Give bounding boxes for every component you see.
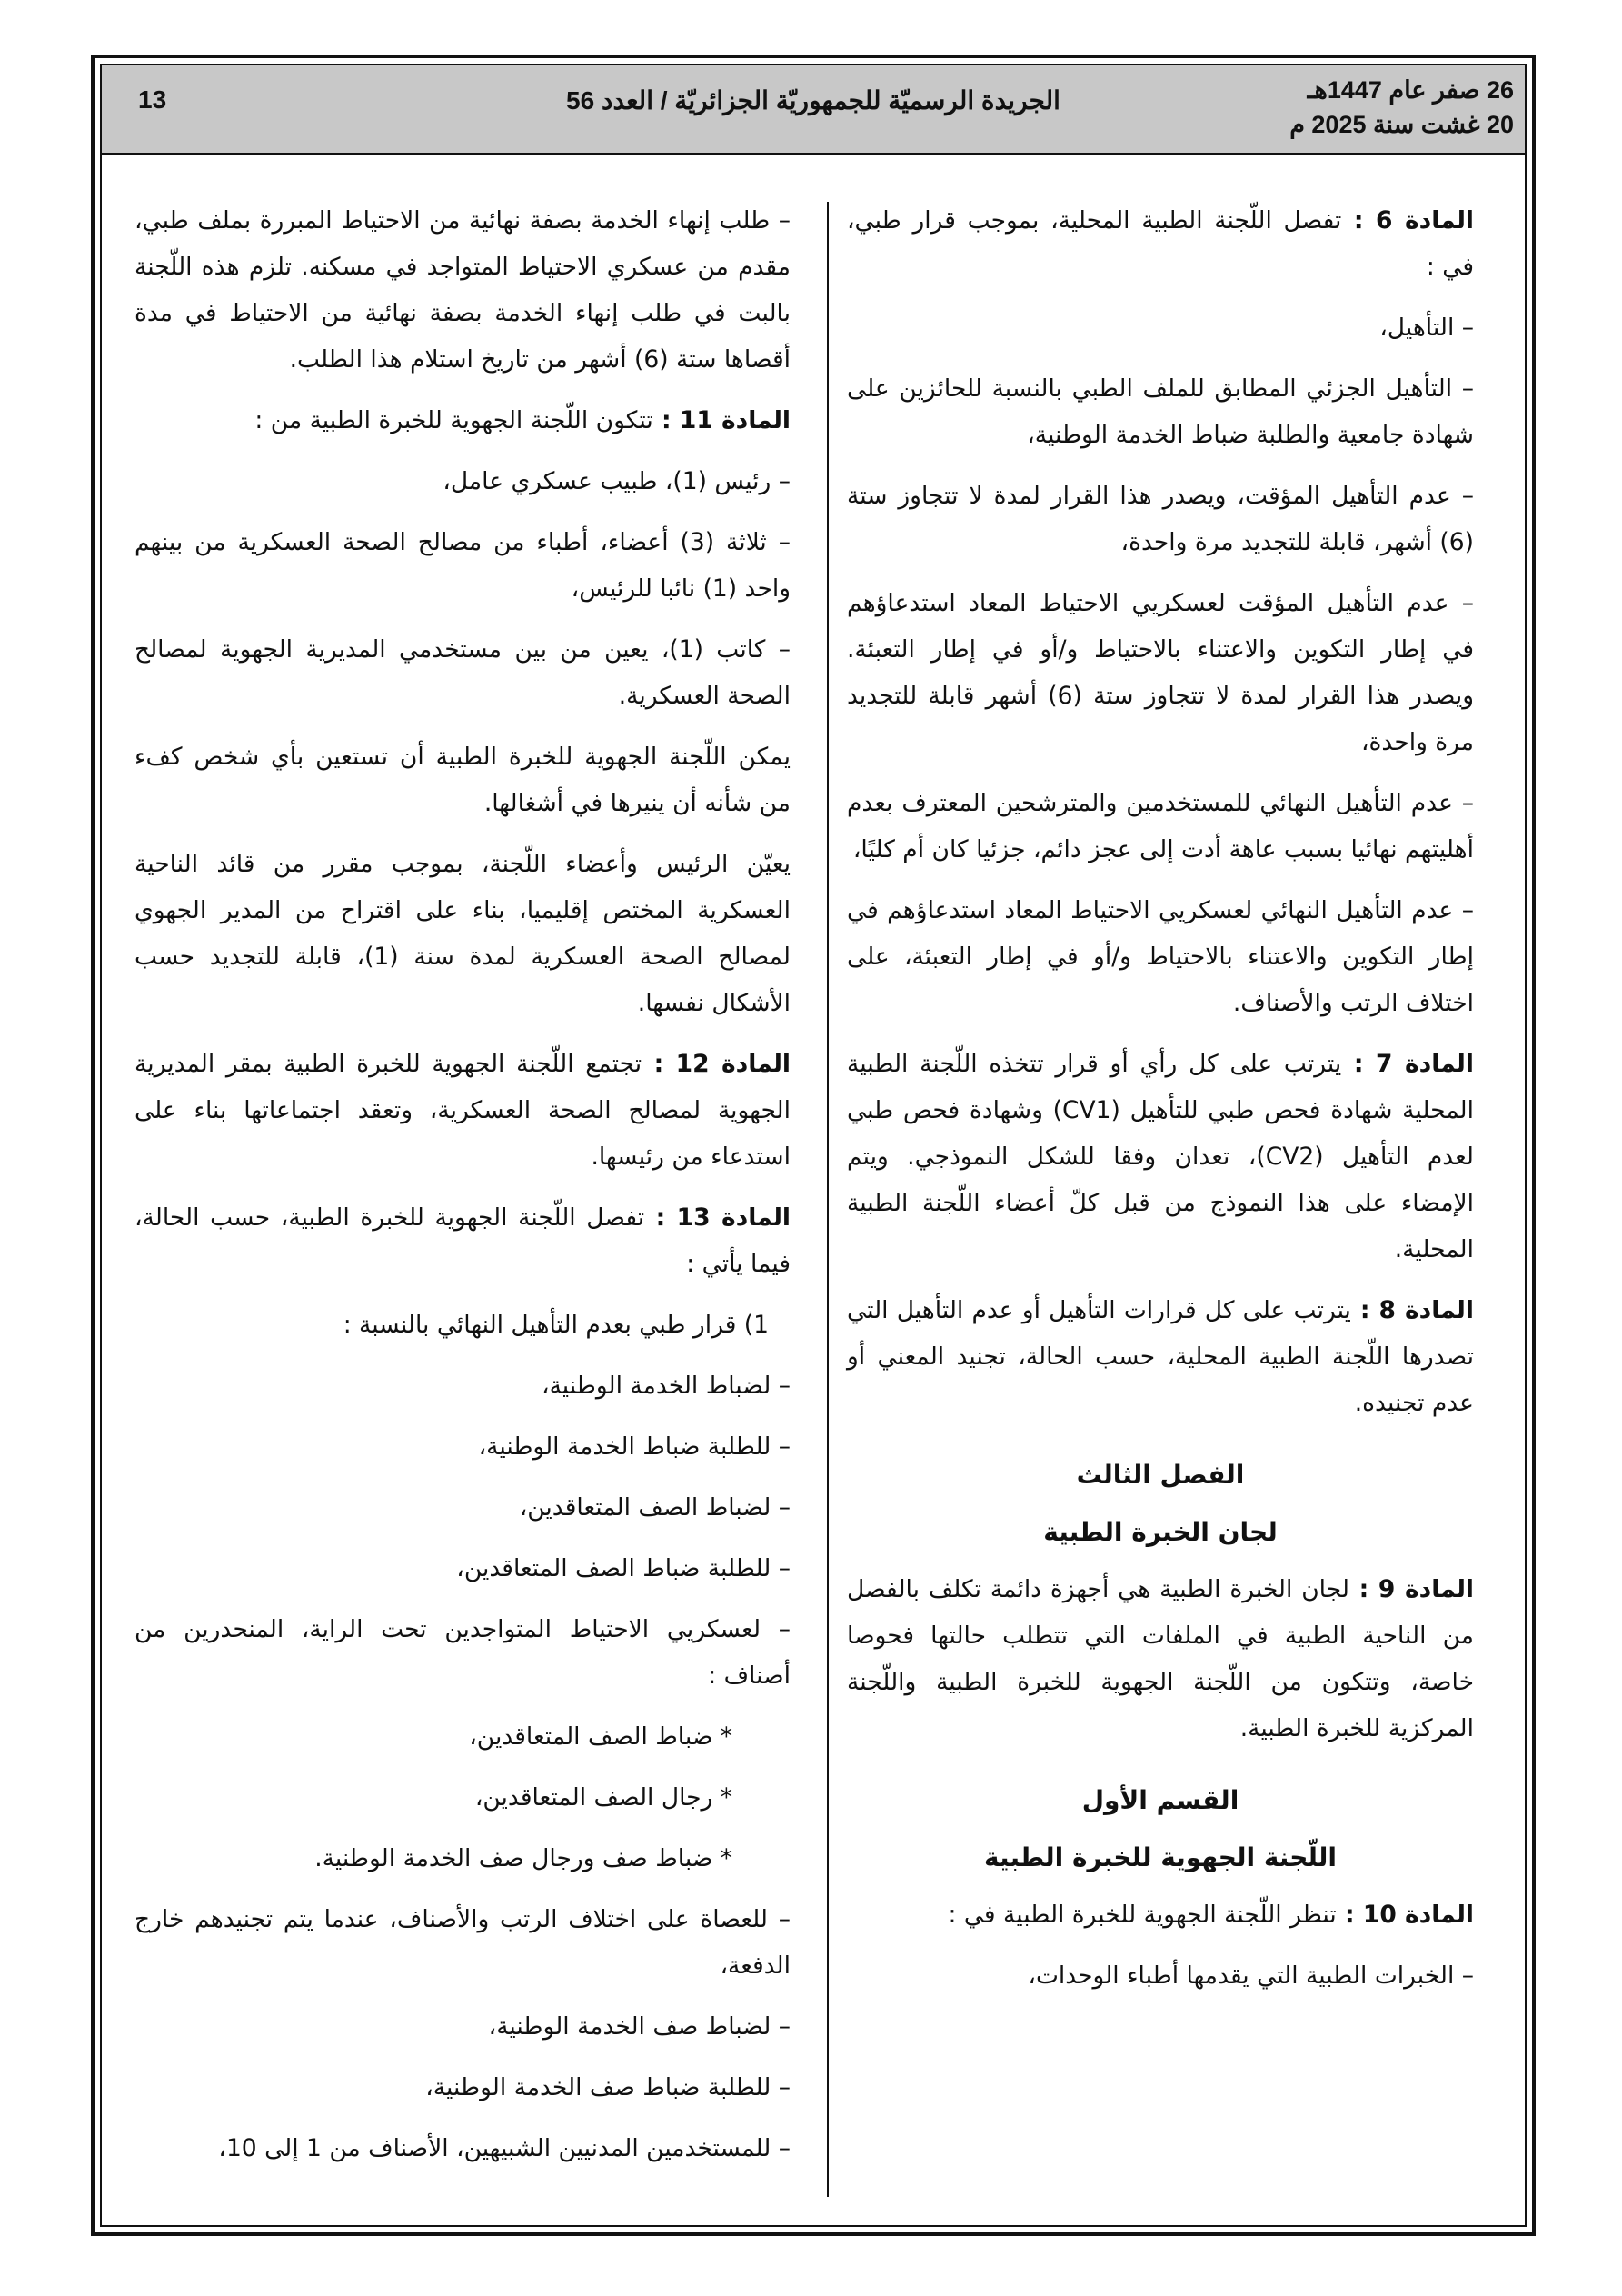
paragraph-text: يمكن اللّجنة الجهوية للخبرة الطبية أن تستعين بأي شخص كفء من شأنه أن ينيرها في أشغالها. <box>134 743 791 817</box>
paragraph <box>134 1835 791 1882</box>
column-divider <box>827 202 829 2197</box>
article-paragraph <box>134 1194 791 1287</box>
paragraph <box>134 519 791 612</box>
page-frame <box>91 55 1536 2236</box>
article-label: المادة 9 : <box>1348 1575 1474 1603</box>
right-column <box>847 197 1474 2013</box>
paragraph <box>134 1423 791 1470</box>
article-label: المادة 7 : <box>1341 1050 1474 1078</box>
paragraph-text: يترتب على كل رأي أو قرار تتخذه اللّجنة الطبية المحلية شهادة فحص طبي للتأهيل (CV1) وشهادة فحص طبي لعدم التأهيل (CV2)، تعدان وفقا للشكل النموذجي. ويتم الإمضاء على هذا النموذج من قبل كلّ أعضاء اللّجنة الطبية المحلية. <box>847 1050 1474 1263</box>
paragraph-text: – التأهيل الجزئي المطابق للملف الطبي بالنسبة للحائزين على شهادة جامعية والطلبة ضباط الخدمة الوطنية، <box>847 374 1474 449</box>
page-number: 13 <box>138 85 167 114</box>
paragraph-text: – عدم التأهيل المؤقت لعسكريي الاحتياط المعاد استدعاؤهم في إطار التكوين والاعتناء بالاحتياط و/أو في إطار التعبئة. ويصدر هذا القرار لمدة لا تتجاوز ستة (6) أشهر قابلة للتجديد مرة واحدة، <box>847 589 1474 756</box>
paragraph <box>847 473 1474 565</box>
paragraph-text: الفصل الثالث <box>1076 1460 1245 1490</box>
article-label: المادة 6 : <box>1341 206 1474 235</box>
gazette-title: الجريدة الرسميّة للجمهوريّة الجزائريّة / العدد 56 <box>566 86 1060 115</box>
paragraph-text: – لضباط الخدمة الوطنية، <box>542 1372 791 1400</box>
paragraph-text: – الخبرات الطبية التي يقدمها أطباء الوحدات، <box>1028 1962 1474 1990</box>
paragraph <box>134 626 791 719</box>
paragraph <box>847 780 1474 873</box>
article-label: المادة 13 : <box>644 1203 791 1232</box>
section-heading <box>847 1777 1474 1823</box>
paragraph <box>847 887 1474 1026</box>
paragraph <box>134 2125 791 2171</box>
paragraph <box>134 2064 791 2111</box>
paragraph <box>847 304 1474 351</box>
paragraph-text: يعيّن الرئيس وأعضاء اللّجنة، بموجب مقرر من قائد الناحية العسكرية المختص إقليميا، بناء على اقتراح من المدير الجهوي لمصالح الصحة العسكرية لمدة سنة (1)، قابلة للتجديد حسب الأشكال نفسها. <box>134 850 791 1017</box>
paragraph <box>134 1774 791 1821</box>
article-label: المادة 12 : <box>642 1050 791 1078</box>
paragraph-text: – لضباط الصف المتعاقدين، <box>519 1493 791 1522</box>
section-heading <box>847 1452 1474 1498</box>
paragraph-text: تفصل اللّجنة الجهوية للخبرة الطبية، حسب الحالة، فيما يأتي : <box>134 1203 791 1278</box>
paragraph <box>847 365 1474 458</box>
paragraph-text: – عدم التأهيل النهائي للمستخدمين والمترشحين المعترف بعدم أهليتهم نهائيا بسبب عاهة أدت إلى عجز دائم، جزئيا كان أم كليًا، <box>847 789 1474 863</box>
gazette-header <box>102 65 1525 155</box>
paragraph <box>134 2003 791 2050</box>
paragraph-text: * رجال الصف المتعاقدين، <box>474 1783 732 1812</box>
article-label: المادة 11 : <box>652 406 791 434</box>
paragraph <box>134 1896 791 1989</box>
paragraph <box>134 1302 791 1348</box>
article-label: المادة 8 : <box>1350 1296 1474 1324</box>
article-paragraph <box>847 1041 1474 1273</box>
paragraph-text: – طلب إنهاء الخدمة بصفة نهائية من الاحتياط المبررة بملف طبي، مقدم من عسكري الاحتياط المتواجد في مسكنه. تلزم هذه اللّجنة بالبت في طلب إنهاء الخدمة بصفة نهائية من الاحتياط في مدة أقصاها ستة (6) أشهر من تاريخ استلام هذا الطلب. <box>134 206 791 374</box>
paragraph-text: – لضباط صف الخدمة الوطنية، <box>488 2012 791 2041</box>
paragraph-text: – عدم التأهيل النهائي لعسكريي الاحتياط المعاد استدعاؤهم في إطار التكوين والاعتناء بالاحتياط و/أو في إطار التعبئة، على اختلاف الرتب والأصناف. <box>847 896 1474 1017</box>
paragraph <box>134 197 791 383</box>
article-paragraph <box>847 1892 1474 1938</box>
paragraph-text: * ضباط صف ورجال صف الخدمة الوطنية. <box>314 1844 732 1872</box>
article-paragraph <box>134 397 791 444</box>
article-paragraph <box>847 197 1474 290</box>
article-paragraph <box>847 1566 1474 1752</box>
article-paragraph <box>847 1287 1474 1426</box>
paragraph-text: – التأهيل، <box>1379 314 1474 342</box>
paragraph <box>134 1545 791 1592</box>
paragraph-text: – ثلاثة (3) أعضاء، أطباء من مصالح الصحة العسكرية من بينهم واحد (1) نائبا للرئيس، <box>134 528 791 603</box>
paragraph-text: القسم الأول <box>1081 1785 1239 1815</box>
paragraph-text: – لعسكريي الاحتياط المتواجدين تحت الراية، المنحدرين من أصناف : <box>134 1615 791 1690</box>
paragraph-text: لجان الخبرة الطبية هي أجهزة دائمة تكلف بالفصل من الناحية الطبية في الملفات التي تتطلب حالتها فحوصا خاصة، وتتكون من اللّجنة الجهوية للخبرة الطبية واللّجنة المركزية للخبرة الطبية. <box>847 1575 1474 1742</box>
paragraph <box>847 580 1474 765</box>
paragraph-text: تفصل اللّجنة الطبية المحلية، بموجب قرار طبي، في : <box>847 206 1474 281</box>
article-label: المادة 10 : <box>1336 1901 1474 1929</box>
article-paragraph <box>134 1041 791 1180</box>
date-gregorian: 20 غشت سنة 2025 م <box>1289 111 1514 138</box>
paragraph <box>134 1484 791 1531</box>
paragraph <box>847 1952 1474 1999</box>
left-column <box>134 197 791 2186</box>
paragraph-text: تنظر اللّجنة الجهوية للخبرة الطبية في : <box>948 1901 1337 1929</box>
paragraph <box>134 1363 791 1409</box>
paragraph <box>134 1713 791 1760</box>
paragraph-text: * ضباط الصف المتعاقدين، <box>469 1722 732 1751</box>
paragraph-text: – للعصاة على اختلاف الرتب والأصناف، عندما يتم تجنيدهم خارج الدفعة، <box>134 1905 791 1980</box>
paragraph-text: 1) قرار طبي بعدم التأهيل النهائي بالنسبة : <box>343 1311 769 1339</box>
paragraph <box>134 841 791 1026</box>
paragraph-text: – للطلبة ضباط صف الخدمة الوطنية، <box>425 2073 791 2101</box>
paragraph-text: تتكون اللّجنة الجهوية للخبرة الطبية من : <box>254 406 653 434</box>
paragraph-text: – للطلبة ضباط الخدمة الوطنية، <box>478 1433 791 1461</box>
date-hijri: 26 صفر عام 1447هـ <box>1307 76 1514 104</box>
paragraph-text: – للطلبة ضباط الصف المتعاقدين، <box>456 1554 791 1582</box>
page-inner-frame <box>100 64 1527 2227</box>
paragraph-text: – كاتب (1)، يعين من بين مستخدمي المديرية الجهوية لمصالح الصحة العسكرية. <box>134 635 791 710</box>
paragraph-text: – عدم التأهيل المؤقت، ويصدر هذا القرار لمدة لا تتجاوز ستة (6) أشهر، قابلة للتجديد مرة واحدة، <box>847 482 1474 556</box>
paragraph-text: لجان الخبرة الطبية <box>1043 1517 1278 1547</box>
paragraph <box>134 734 791 826</box>
paragraph-text: – رئيس (1)، طبيب عسكري عامل، <box>443 467 791 495</box>
section-heading <box>847 1834 1474 1881</box>
paragraph <box>134 1606 791 1699</box>
section-heading <box>847 1509 1474 1555</box>
paragraph-text: تجتمع اللّجنة الجهوية للخبرة الطبية بمقر المديرية الجهوية لمصالح الصحة العسكرية، وتعقد اجتماعاتها بناء على استدعاء من رئيسها. <box>134 1050 791 1171</box>
paragraph-text: – للمستخدمين المدنيين الشبيهين، الأصناف من 1 إلى 10، <box>218 2134 791 2162</box>
paragraph <box>134 458 791 504</box>
paragraph-text: يترتب على كل قرارات التأهيل أو عدم التأهيل التي تصدرها اللّجنة الطبية المحلية، حسب الحالة، تجنيد المعني أو عدم تجنيده. <box>847 1296 1474 1417</box>
paragraph-text: اللّجنة الجهوية للخبرة الطبية <box>984 1842 1337 1872</box>
